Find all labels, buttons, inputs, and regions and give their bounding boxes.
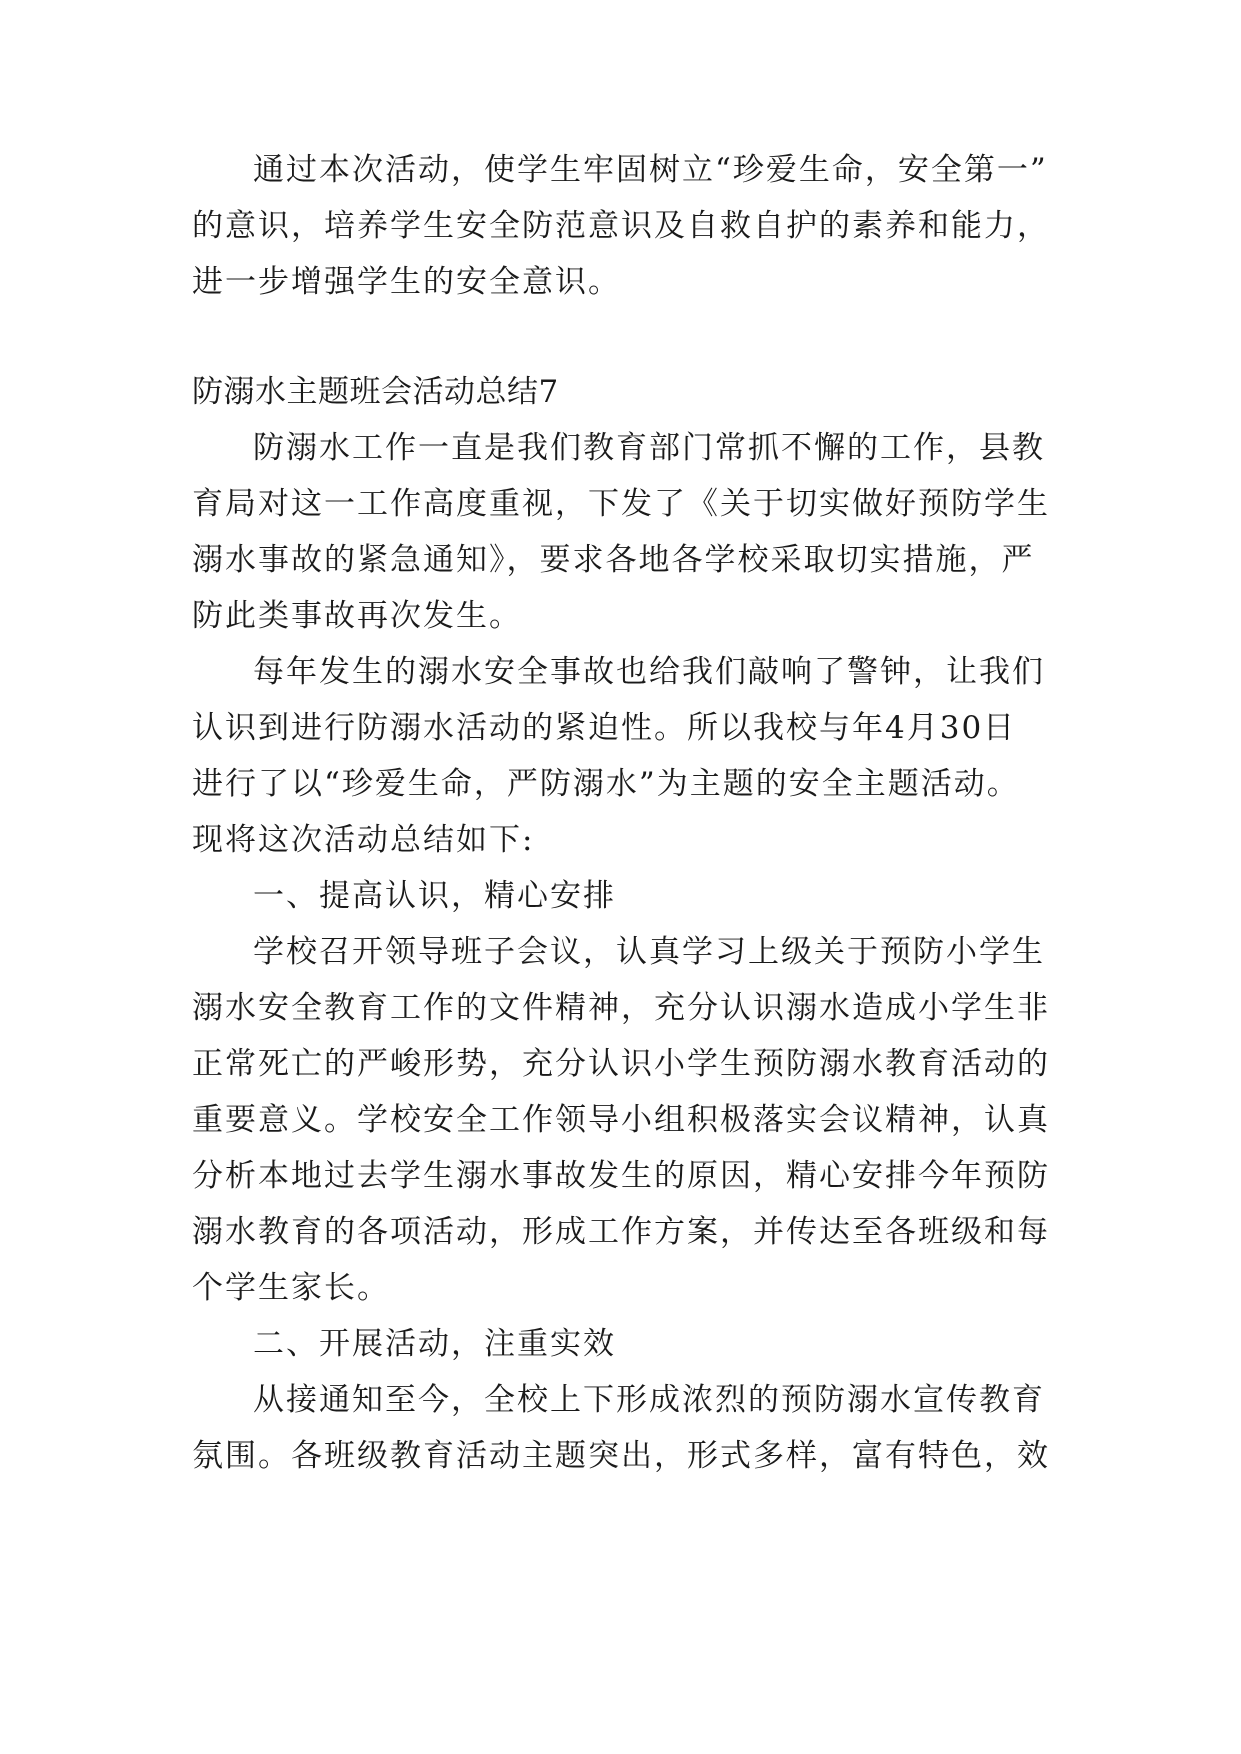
paragraph-line: 个学生家长。 bbox=[192, 1270, 390, 1306]
paragraph-line: 从接通知至今，全校上下形成浓烈的预防溺水宣传教育 bbox=[253, 1382, 1045, 1418]
subsection-heading: 二、开展活动，注重实效 bbox=[253, 1326, 616, 1362]
paragraph-line: 进行了以“珍爱生命，严防溺水”为主题的安全主题活动。 bbox=[192, 766, 1020, 802]
paragraph-line: 每年发生的溺水安全事故也给我们敲响了警钟，让我们 bbox=[253, 654, 1045, 690]
paragraph-line: 现将这次活动总结如下: bbox=[192, 822, 535, 858]
paragraph-line: 氛围。各班级教育活动主题突出，形式多样，富有特色，效 bbox=[192, 1438, 1050, 1474]
paragraph-line: 育局对这一工作高度重视，下发了《关于切实做好预防学生 bbox=[192, 486, 1050, 522]
paragraph-line: 分析本地过去学生溺水事故发生的原因，精心安排今年预防 bbox=[192, 1158, 1050, 1194]
paragraph-line: 溺水事故的紧急通知》，要求各地各学校采取切实措施，严 bbox=[192, 542, 1035, 578]
paragraph-line: 溺水安全教育工作的文件精神，充分认识溺水造成小学生非 bbox=[192, 990, 1050, 1026]
subsection-heading: 一、提高认识，精心安排 bbox=[253, 878, 616, 914]
section-heading: 防溺水主题班会活动总结7 bbox=[192, 374, 559, 410]
paragraph-line: 溺水教育的各项活动，形成工作方案，并传达至各班级和每 bbox=[192, 1214, 1050, 1250]
paragraph-line: 通过本次活动，使学生牢固树立“珍爱生命，安全第一” bbox=[253, 152, 1048, 188]
paragraph-line: 学校召开领导班子会议，认真学习上级关于预防小学生 bbox=[253, 934, 1045, 970]
paragraph-line: 重要意义。学校安全工作领导小组积极落实会议精神，认真 bbox=[192, 1102, 1050, 1138]
paragraph-line: 正常死亡的严峻形势，充分认识小学生预防溺水教育活动的 bbox=[192, 1046, 1050, 1082]
paragraph-line: 认识到进行防溺水活动的紧迫性。所以我校与年4月30日 bbox=[192, 710, 1017, 746]
paragraph-line: 的意识，培养学生安全防范意识及自救自护的素养和能力， bbox=[192, 208, 1050, 244]
paragraph-line: 防溺水工作一直是我们教育部门常抓不懈的工作，县教 bbox=[253, 430, 1045, 466]
paragraph-line: 进一步增强学生的安全意识。 bbox=[192, 264, 621, 300]
paragraph-line: 防此类事故再次发生。 bbox=[192, 598, 522, 634]
